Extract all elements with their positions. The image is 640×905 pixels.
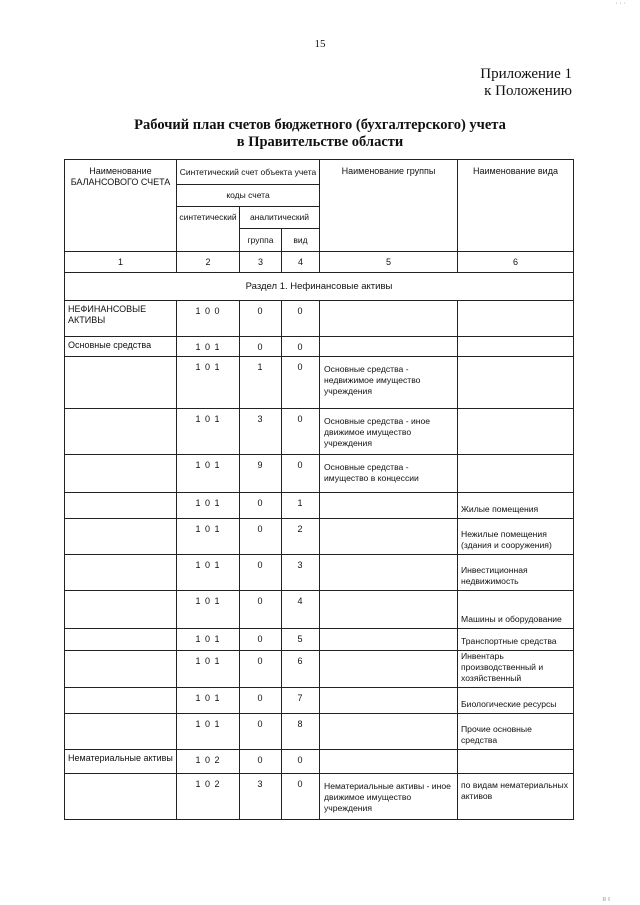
group-name-cell: Основные средства - недвижимое имущество учреждения (320, 357, 458, 409)
kind-name-cell: Транспортные средства (458, 629, 574, 651)
group-name-cell: Нематериальные активы - иное движимое имущество учреждения (320, 774, 458, 820)
group-code-cell: 0 (240, 301, 282, 337)
kind-code-cell: 7 (282, 688, 320, 714)
table-row (65, 750, 574, 774)
appendix-line-1: Приложение 1 (480, 66, 572, 82)
kind-code-cell: 0 (282, 455, 320, 493)
group-code-cell: 0 (240, 714, 282, 750)
group-name-cell (320, 493, 458, 519)
kind-code-cell: 6 (282, 651, 320, 688)
group-code-cell: 0 (240, 337, 282, 357)
group-code-cell: 1 (240, 357, 282, 409)
table-row (65, 651, 574, 688)
group-name-cell (320, 519, 458, 555)
kind-code-cell: 0 (282, 409, 320, 455)
kind-code-cell: 8 (282, 714, 320, 750)
header-synthetic-object: Синтетический счет объекта учета (177, 160, 320, 185)
group-name-cell (320, 301, 458, 337)
column-number: 3 (240, 252, 282, 273)
table-row (65, 714, 574, 750)
group-code-cell: 0 (240, 555, 282, 591)
group-code-cell: 0 (240, 493, 282, 519)
group-code-cell: 0 (240, 629, 282, 651)
kind-name-cell (458, 455, 574, 493)
group-name-cell (320, 337, 458, 357)
footer-mark: ıı ı (602, 896, 610, 903)
title-line-1: Рабочий план счетов бюджетного (бухгалтерского) учета (134, 117, 506, 133)
table-row (65, 555, 574, 591)
column-number: 4 (282, 252, 320, 273)
account-name-cell (65, 519, 177, 555)
kind-code-cell: 3 (282, 555, 320, 591)
synthetic-code-cell: 1 0 1 (177, 357, 240, 409)
header-group: группа (240, 229, 282, 252)
kind-name-cell: Машины и оборудование (458, 591, 574, 629)
header-analytic: аналитический (240, 207, 320, 229)
kind-code-cell: 0 (282, 337, 320, 357)
table-row (65, 591, 574, 629)
kind-name-cell: Нежилые помещения (здания и сооружения) (458, 519, 574, 555)
kind-code-cell: 1 (282, 493, 320, 519)
group-name-cell (320, 591, 458, 629)
table-row (65, 357, 574, 409)
page-number: 15 (314, 38, 326, 50)
synthetic-code-cell: 1 0 2 (177, 774, 240, 820)
kind-name-cell (458, 337, 574, 357)
table-row (65, 455, 574, 493)
group-name-cell (320, 688, 458, 714)
group-code-cell: 0 (240, 750, 282, 774)
corner-mark: · · · (615, 0, 626, 7)
group-name-cell: Основные средства - имущество в концессии (320, 455, 458, 493)
kind-code-cell: 0 (282, 750, 320, 774)
account-name-cell (65, 688, 177, 714)
title-line-2: в Правительстве области (236, 134, 404, 150)
kind-name-cell (458, 357, 574, 409)
group-code-cell: 9 (240, 455, 282, 493)
kind-name-cell: по видам нематериальных активов (458, 774, 574, 820)
account-name-cell (65, 357, 177, 409)
account-name-cell (65, 455, 177, 493)
table-row (65, 629, 574, 651)
appendix-line-2: к Положению (484, 83, 572, 99)
account-name-cell: Нематериальные активы (65, 750, 177, 774)
table-row (65, 519, 574, 555)
kind-code-cell: 0 (282, 357, 320, 409)
table-row (65, 688, 574, 714)
accounts-plan-table (64, 159, 574, 820)
group-name-cell (320, 651, 458, 688)
kind-name-cell: Биологические ресурсы (458, 688, 574, 714)
group-code-cell: 3 (240, 774, 282, 820)
group-name-cell (320, 555, 458, 591)
kind-name-cell: Инвентарь производственный и хозяйственный (458, 651, 574, 688)
header-codes: коды счета (177, 185, 320, 207)
group-name-cell (320, 629, 458, 651)
synthetic-code-cell: 1 0 1 (177, 629, 240, 651)
header-kind: вид (282, 229, 320, 252)
table-row (65, 337, 574, 357)
document-title (0, 117, 640, 151)
kind-name-cell (458, 750, 574, 774)
synthetic-code-cell: 1 0 1 (177, 714, 240, 750)
kind-code-cell: 0 (282, 774, 320, 820)
kind-code-cell: 4 (282, 591, 320, 629)
table-row (65, 493, 574, 519)
kind-code-cell: 2 (282, 519, 320, 555)
kind-name-cell: Прочие основные средства (458, 714, 574, 750)
synthetic-code-cell: 1 0 1 (177, 409, 240, 455)
synthetic-code-cell: 1 0 1 (177, 455, 240, 493)
synthetic-code-cell: 1 0 1 (177, 555, 240, 591)
account-name-cell (65, 651, 177, 688)
account-name-cell (65, 409, 177, 455)
header-synthetic: синтетический (177, 207, 240, 252)
group-name-cell (320, 714, 458, 750)
account-name-cell (65, 493, 177, 519)
kind-name-cell (458, 409, 574, 455)
group-name-cell: Основные средства - иное движимое имущество учреждения (320, 409, 458, 455)
column-number: 2 (177, 252, 240, 273)
synthetic-code-cell: 1 0 1 (177, 519, 240, 555)
account-name-cell (65, 555, 177, 591)
account-name-cell (65, 774, 177, 820)
column-number: 5 (320, 252, 458, 273)
group-name-cell (320, 750, 458, 774)
group-code-cell: 0 (240, 519, 282, 555)
synthetic-code-cell: 1 0 1 (177, 591, 240, 629)
kind-name-cell (458, 301, 574, 337)
appendix-heading (480, 66, 572, 100)
synthetic-code-cell: 1 0 1 (177, 688, 240, 714)
synthetic-code-cell: 1 0 0 (177, 301, 240, 337)
section-title: Раздел 1. Нефинансовые активы (65, 273, 574, 301)
synthetic-code-cell: 1 0 1 (177, 651, 240, 688)
column-number: 1 (65, 252, 177, 273)
group-code-cell: 3 (240, 409, 282, 455)
table-row (65, 409, 574, 455)
column-number: 6 (458, 252, 574, 273)
table-row (65, 774, 574, 820)
kind-name-cell: Жилые помещения (458, 493, 574, 519)
group-code-cell: 0 (240, 591, 282, 629)
header-group-name: Наименование группы (320, 160, 458, 252)
synthetic-code-cell: 1 0 1 (177, 493, 240, 519)
header-kind-name: Наименование вида (458, 160, 574, 252)
account-name-cell (65, 591, 177, 629)
synthetic-code-cell: 1 0 1 (177, 337, 240, 357)
kind-code-cell: 0 (282, 301, 320, 337)
group-code-cell: 0 (240, 688, 282, 714)
kind-code-cell: 5 (282, 629, 320, 651)
kind-name-cell: Инвестиционная недвижимость (458, 555, 574, 591)
synthetic-code-cell: 1 0 2 (177, 750, 240, 774)
account-name-cell: НЕФИНАНСОВЫЕ АКТИВЫ (65, 301, 177, 337)
group-code-cell: 0 (240, 651, 282, 688)
account-name-cell (65, 714, 177, 750)
account-name-cell (65, 629, 177, 651)
table-row (65, 301, 574, 337)
account-name-cell: Основные средства (65, 337, 177, 357)
header-account-name: Наименование БАЛАНСОВОГО СЧЕТА (65, 160, 177, 252)
